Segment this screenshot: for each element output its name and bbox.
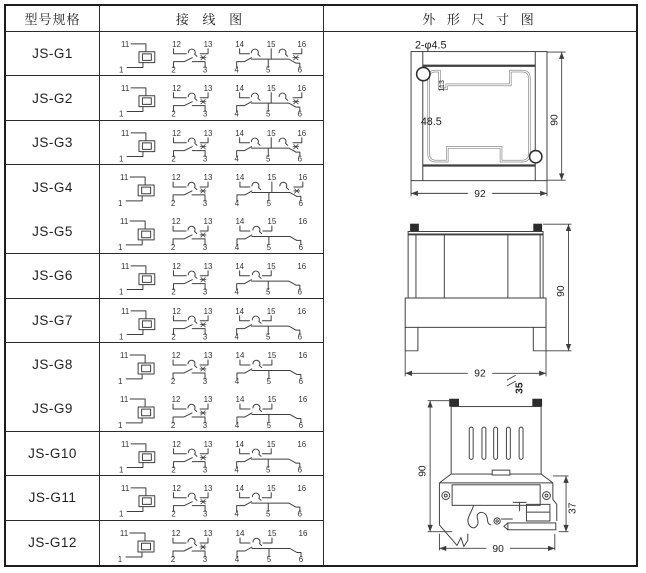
terminal-label-bottom: 5: [266, 243, 271, 253]
side-height-label: 90: [417, 465, 429, 477]
model-cell: [6, 254, 100, 298]
wiring-cell: [100, 121, 324, 165]
terminal-label-bottom: 4: [233, 65, 239, 75]
terminal-label-top: 14: [235, 528, 244, 538]
terminal-label-bottom: 1: [117, 376, 122, 386]
terminal-label-top: 15: [266, 173, 276, 183]
terminal-label-top: 15: [267, 528, 276, 538]
terminal-label-bottom: 1: [118, 109, 123, 119]
front-height-label: 90: [556, 285, 568, 297]
terminal-label-top: 16: [296, 261, 306, 271]
terminal-label-top: 15: [266, 39, 276, 49]
terminal-label-bottom: 1: [118, 509, 123, 519]
wiring-cell: [100, 32, 324, 76]
terminal-label-top: 11: [120, 439, 129, 449]
outline-dimension-cell: [324, 32, 636, 565]
terminal-label-bottom: 4: [233, 109, 239, 119]
terminal-label-top: 12: [171, 84, 181, 94]
model-cell: [6, 121, 100, 165]
terminal-label-top: 13: [203, 261, 212, 271]
terminal-label-top: 15: [266, 261, 276, 271]
terminal-label-bottom: 3: [202, 509, 207, 519]
model-cell: [6, 476, 100, 520]
terminal-label-top: 11: [119, 217, 128, 227]
terminal-label-top: 15: [266, 84, 276, 94]
cutout-width-label: 92: [474, 188, 486, 200]
terminal-label-top: 11: [119, 528, 128, 538]
terminal-label-bottom: 6: [298, 554, 303, 564]
terminal-label-top: 11: [119, 394, 128, 404]
terminal-label-top: 12: [171, 217, 181, 227]
terminal-label-top: 11: [120, 306, 129, 316]
terminal-label-top: 13: [203, 350, 212, 360]
terminal-label-top: 16: [296, 439, 306, 449]
vent-slot: [469, 427, 473, 459]
wiring-cell: [100, 476, 324, 520]
terminal-label-bottom: 2: [170, 509, 176, 519]
terminal-label-bottom: 6: [297, 509, 302, 519]
model-name-JS-G8: JS-G8: [32, 357, 73, 373]
wiring-diagram-JS-G7: [112, 299, 312, 342]
side-width-label: 90: [492, 543, 504, 555]
terminal-label-top: 13: [203, 128, 212, 138]
terminal-label-top: 11: [119, 350, 128, 360]
vent-slot: [482, 427, 486, 459]
mounting-tab-icon: [410, 224, 419, 232]
terminal-label-bottom: 3: [202, 109, 207, 119]
terminal-label-top: 14: [234, 84, 244, 94]
terminal-label-bottom: 5: [266, 199, 271, 209]
terminal-label-top: 14: [235, 217, 244, 227]
terminal-label-bottom: 3: [202, 154, 207, 164]
terminal-label-top: 15: [266, 350, 276, 360]
terminal-label-bottom: 4: [234, 376, 239, 386]
cutout-holes-label: 2-φ4.5: [414, 39, 447, 52]
terminal-label-bottom: 2: [170, 109, 176, 119]
din-spring-clip: [468, 505, 491, 528]
cutout-notch-label: 113: [436, 79, 446, 92]
terminal-label-bottom: 6: [298, 243, 303, 253]
terminal-label-bottom: 3: [202, 287, 207, 297]
terminal-label-top: 13: [203, 528, 212, 538]
model-name-JS-G12: JS-G12: [28, 535, 77, 551]
terminal-label-top: 16: [296, 39, 306, 49]
model-name-JS-G11: JS-G11: [28, 490, 77, 506]
terminal-label-bottom: 2: [170, 331, 176, 341]
model-name-JS-G3: JS-G3: [32, 135, 73, 151]
terminal-label-bottom: 1: [118, 331, 123, 341]
cutout-height-label: 90: [549, 114, 561, 126]
terminal-label-bottom: 3: [202, 420, 207, 430]
terminal-label-top: 11: [120, 128, 129, 138]
model-cell: [6, 165, 100, 254]
terminal-label-top: 15: [266, 306, 276, 316]
mounting-hole-top-left: [417, 67, 430, 80]
terminal-label-bottom: 3: [202, 65, 207, 75]
terminal-label-bottom: 6: [298, 420, 303, 430]
mounting-tab-icon: [449, 399, 459, 407]
terminal-label-top: 12: [171, 128, 181, 138]
terminal-label-top: 11: [120, 483, 129, 493]
terminal-label-top: 16: [297, 217, 307, 227]
terminal-label-bottom: 4: [234, 243, 239, 253]
terminal-label-top: 13: [203, 306, 212, 316]
terminal-label-top: 13: [203, 483, 212, 493]
terminal-label-bottom: 6: [297, 287, 302, 297]
terminal-label-top: 14: [234, 39, 244, 49]
wiring-cell: [100, 254, 324, 298]
terminal-label-bottom: 4: [234, 420, 239, 430]
wiring-diagram-JS-G2: [112, 76, 312, 119]
model-cell: [6, 521, 100, 565]
terminal-label-bottom: 3: [202, 554, 207, 564]
terminal-label-bottom: 5: [265, 65, 270, 75]
terminal-label-bottom: 5: [265, 154, 270, 164]
terminal-label-top: 11: [120, 261, 129, 271]
mounting-tab-icon: [533, 224, 542, 232]
model-cell: [6, 76, 100, 120]
terminal-label-bottom: 2: [170, 287, 176, 297]
terminal-label-bottom: 4: [233, 287, 239, 297]
terminal-label-bottom: 2: [170, 465, 176, 475]
model-name-JS-G6: JS-G6: [32, 268, 73, 284]
wiring-cell: [100, 76, 324, 120]
terminal-label-top: 14: [234, 439, 244, 449]
terminal-label-top: 16: [296, 306, 306, 316]
wiring-cell: [100, 165, 324, 254]
terminal-label-bottom: 6: [297, 331, 302, 341]
terminal-label-bottom: 4: [234, 199, 239, 209]
terminal-label-bottom: 2: [170, 199, 175, 209]
terminal-label-bottom: 5: [266, 420, 271, 430]
wiring-cell: [100, 299, 324, 343]
terminal-label-top: 14: [234, 306, 244, 316]
terminal-label-bottom: 3: [202, 465, 207, 475]
model-name-JS-G10: JS-G10: [28, 445, 77, 461]
cutout-inner-width-label: 48.5: [420, 115, 442, 128]
front-width-label: 92: [474, 368, 486, 380]
terminal-label-top: 12: [171, 439, 181, 449]
terminal-label-top: 13: [203, 39, 212, 49]
wiring-cell: [100, 343, 324, 432]
terminal-label-bottom: 5: [265, 109, 270, 119]
header-model: 型号规格: [6, 6, 100, 32]
terminal-label-bottom: 1: [118, 65, 123, 75]
header-wiring: 接 线 图: [100, 6, 324, 32]
terminal-label-bottom: 5: [265, 509, 270, 519]
terminal-label-top: 16: [296, 128, 306, 138]
terminal-label-bottom: 5: [266, 554, 271, 564]
wiring-diagram-JS-G6: [112, 254, 312, 297]
terminal-label-top: 13: [203, 394, 212, 404]
side-view-drawing: [418, 399, 579, 555]
front-view-drawing: [405, 224, 571, 394]
model-cell: [6, 432, 100, 476]
terminal-label-top: 12: [171, 306, 181, 316]
model-cell: [6, 343, 100, 432]
front-depth-label: 35: [514, 382, 526, 394]
model-name-JS-G4: JS-G4: [32, 179, 73, 195]
outline-dimension-drawings: [325, 32, 635, 565]
terminal-label-bottom: 4: [234, 554, 239, 564]
model-name-JS-G7: JS-G7: [32, 312, 73, 328]
terminal-label-bottom: 1: [117, 243, 122, 253]
mounting-hole-bottom-right: [530, 151, 542, 163]
terminal-label-bottom: 6: [298, 376, 303, 386]
terminal-label-top: 12: [171, 394, 181, 404]
model-cell: [6, 299, 100, 343]
terminal-label-top: 16: [297, 394, 307, 404]
terminal-label-bottom: 4: [233, 154, 239, 164]
model-cell: [6, 32, 100, 76]
terminal-label-top: 15: [266, 217, 276, 227]
terminal-label-top: 11: [119, 173, 128, 183]
terminal-label-bottom: 2: [170, 554, 175, 564]
terminal-label-top: 16: [298, 528, 307, 538]
wiring-diagram-JS-G11: [112, 476, 312, 519]
din-foot-left: [439, 525, 467, 547]
model-name-JS-G5: JS-G5: [32, 223, 73, 239]
terminal-label-bottom: 1: [117, 420, 122, 430]
terminal-label-bottom: 4: [233, 509, 239, 519]
terminal-label-bottom: 4: [233, 465, 239, 475]
terminal-label-bottom: 2: [170, 376, 175, 386]
wiring-diagram-JS-G9: [112, 387, 312, 431]
terminal-label-top: 11: [120, 39, 129, 49]
terminal-label-bottom: 2: [170, 65, 176, 75]
terminal-label-top: 12: [171, 483, 181, 493]
terminal-label-bottom: 1: [117, 199, 122, 209]
terminal-label-bottom: 1: [118, 465, 123, 475]
terminal-label-bottom: 2: [170, 154, 176, 164]
wiring-diagram-JS-G4: [112, 165, 312, 209]
wiring-diagram-JS-G8: [112, 343, 312, 387]
terminal-label-top: 11: [120, 84, 129, 94]
vent-slot: [519, 427, 523, 459]
terminal-label-top: 12: [171, 261, 181, 271]
terminal-label-top: 15: [266, 394, 276, 404]
wiring-diagram-JS-G10: [112, 432, 312, 475]
terminal-label-top: 13: [203, 84, 212, 94]
model-name-JS-G1: JS-G1: [32, 46, 73, 62]
terminal-label-bottom: 2: [170, 420, 175, 430]
model-name-JS-G9: JS-G9: [32, 401, 73, 417]
wiring-cell: [100, 521, 324, 565]
terminal-label-top: 12: [171, 350, 181, 360]
terminal-label-top: 15: [266, 483, 276, 493]
terminal-label-top: 12: [171, 528, 180, 538]
terminal-label-bottom: 6: [297, 465, 302, 475]
vent-slot: [494, 427, 498, 459]
terminal-label-bottom: 1: [117, 554, 122, 564]
terminal-label-top: 14: [235, 350, 244, 360]
terminal-label-bottom: 2: [170, 243, 175, 253]
terminal-label-bottom: 5: [266, 376, 271, 386]
terminal-label-bottom: 1: [118, 154, 123, 164]
terminal-label-bottom: 6: [297, 109, 302, 119]
terminal-label-top: 16: [296, 483, 306, 493]
terminal-label-bottom: 5: [265, 465, 270, 475]
wiring-diagram-JS-G12: [112, 521, 312, 565]
terminal-label-top: 14: [235, 173, 244, 183]
terminal-label-top: 12: [171, 39, 181, 49]
terminal-label-top: 13: [203, 173, 212, 183]
header-outline: 外 形 尺 寸 图: [324, 6, 636, 32]
terminal-label-bottom: 3: [202, 243, 207, 253]
spec-table: [4, 4, 638, 567]
terminal-label-bottom: 6: [297, 65, 302, 75]
side-clip-label: 37: [567, 502, 579, 514]
wiring-diagram-JS-G3: [112, 121, 312, 164]
terminal-label-bottom: 4: [233, 331, 239, 341]
mounting-tab-icon: [532, 399, 542, 407]
terminal-label-top: 15: [266, 128, 276, 138]
model-name-JS-G2: JS-G2: [32, 90, 73, 106]
terminal-label-bottom: 1: [118, 287, 123, 297]
terminal-label-bottom: 5: [265, 287, 270, 297]
terminal-label-bottom: 6: [297, 154, 302, 164]
terminal-label-top: 15: [266, 439, 276, 449]
terminal-label-bottom: 3: [202, 376, 207, 386]
terminal-label-top: 16: [297, 350, 307, 360]
terminal-label-top: 14: [235, 394, 244, 404]
terminal-label-top: 14: [234, 128, 244, 138]
terminal-label-bottom: 6: [298, 199, 303, 209]
terminal-label-bottom: 5: [265, 331, 270, 341]
wiring-diagram-JS-G1: [112, 32, 312, 75]
wiring-cell: [100, 432, 324, 476]
panel-cutout-drawing: [411, 40, 566, 200]
terminal-label-top: 16: [296, 84, 306, 94]
terminal-label-top: 13: [203, 439, 212, 449]
terminal-label-top: 12: [171, 173, 181, 183]
terminal-label-bottom: 3: [202, 331, 207, 341]
terminal-label-top: 14: [234, 483, 244, 493]
vent-slot: [506, 427, 510, 459]
terminal-label-top: 13: [203, 217, 212, 227]
terminal-label-top: 14: [234, 261, 244, 271]
wiring-diagram-JS-G5: [112, 209, 312, 253]
terminal-label-bottom: 3: [202, 199, 207, 209]
terminal-label-top: 16: [297, 173, 307, 183]
